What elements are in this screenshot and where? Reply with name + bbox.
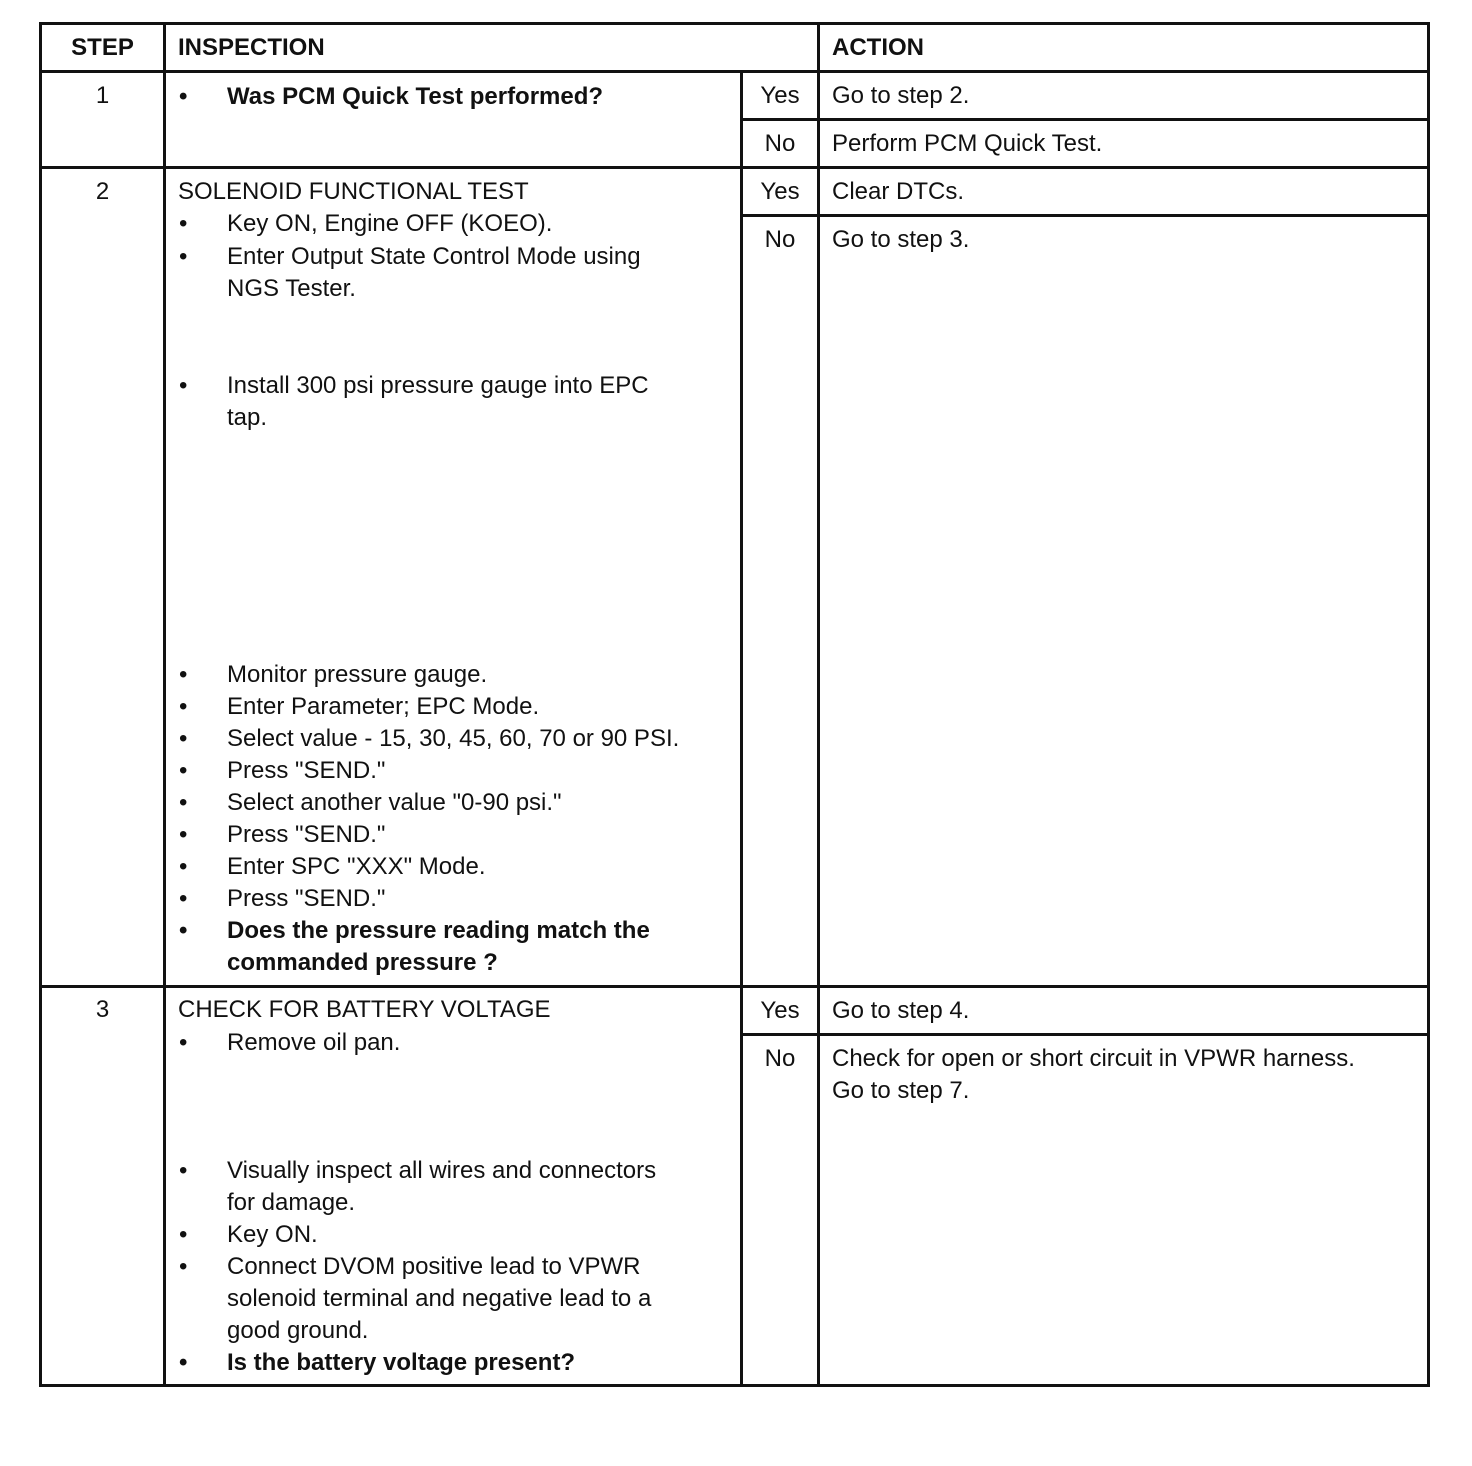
inspection-item-continued: solenoid terminal and negative lead to a: [227, 1285, 652, 1312]
step1-yes-no-divider: [740, 118, 1430, 121]
inspection-item: • Connect DVOM positive lead to VPWR: [227, 1251, 641, 1283]
inspection-item: • Enter Output State Control Mode using: [227, 241, 641, 273]
step-number: 1: [95, 82, 110, 109]
step3-yes-no-divider: [740, 1033, 1430, 1036]
inspection-item-continued: for damage.: [227, 1189, 356, 1216]
table-border-left: [39, 22, 42, 1387]
inspection-item: • Key ON.: [227, 1219, 318, 1251]
table-border-bottom: [39, 1384, 1430, 1387]
header-divider: [39, 70, 1430, 73]
no-label: No: [764, 130, 796, 157]
table-border-right: [1427, 22, 1430, 1387]
no-label: No: [764, 1045, 796, 1072]
step1-bottom-divider: [39, 166, 1430, 169]
no-label: No: [764, 226, 796, 253]
yes-action: Go to step 4.: [832, 997, 970, 1024]
yes-label: Yes: [760, 82, 800, 109]
inspection-item: • Press "SEND.": [227, 819, 385, 851]
inspection-item: • Press "SEND.": [227, 755, 385, 787]
inspection-item: • Key ON, Engine OFF (KOEO).: [227, 208, 552, 240]
step-heading: CHECK FOR BATTERY VOLTAGE: [178, 996, 551, 1023]
step-number: 2: [95, 178, 110, 205]
no-action: Perform PCM Quick Test.: [832, 130, 1103, 157]
step-column-divider: [163, 22, 166, 1387]
inspection-item: • Select value - 15, 30, 45, 60, 70 or 90 PSI.: [227, 723, 679, 755]
step-number: 3: [95, 996, 110, 1023]
step2-yes-no-divider: [740, 214, 1430, 217]
inspection-item: • Was PCM Quick Test performed?: [227, 81, 603, 113]
inspection-item: • Monitor pressure gauge.: [227, 659, 487, 691]
inspection-item: • Press "SEND.": [227, 883, 385, 915]
header-action: ACTION: [832, 34, 924, 61]
inspection-item: • Enter SPC "XXX" Mode.: [227, 851, 485, 883]
yes-no-column-divider: [740, 70, 743, 1387]
inspection-item-continued: good ground.: [227, 1317, 369, 1344]
step2-bottom-divider: [39, 985, 1430, 988]
inspection-item: • Enter Parameter; EPC Mode.: [227, 691, 539, 723]
inspection-item-continued: commanded pressure ?: [227, 949, 498, 976]
inspection-item: • Visually inspect all wires and connectors: [227, 1155, 656, 1187]
action-column-divider: [817, 22, 820, 1387]
header-inspection: INSPECTION: [178, 34, 325, 61]
step-heading: SOLENOID FUNCTIONAL TEST: [178, 178, 529, 205]
no-action: Go to step 3.: [832, 226, 970, 253]
inspection-item: • Install 300 psi pressure gauge into EPC: [227, 370, 649, 402]
inspection-item: • Select another value "0-90 psi.": [227, 787, 562, 819]
inspection-item: • Is the battery voltage present?: [227, 1347, 575, 1379]
yes-action: Clear DTCs.: [832, 178, 965, 205]
no-action: Check for open or short circuit in VPWR harness.: [832, 1045, 1355, 1072]
yes-action: Go to step 2.: [832, 82, 970, 109]
inspection-item-continued: tap.: [227, 404, 268, 431]
yes-label: Yes: [760, 997, 800, 1024]
inspection-item: • Remove oil pan.: [227, 1027, 400, 1059]
no-action-continued: Go to step 7.: [832, 1077, 970, 1104]
table-border-top: [39, 22, 1430, 25]
inspection-item: • Does the pressure reading match the: [227, 915, 650, 947]
yes-label: Yes: [760, 178, 800, 205]
header-step: STEP: [71, 34, 134, 61]
inspection-item-continued: NGS Tester.: [227, 275, 356, 302]
